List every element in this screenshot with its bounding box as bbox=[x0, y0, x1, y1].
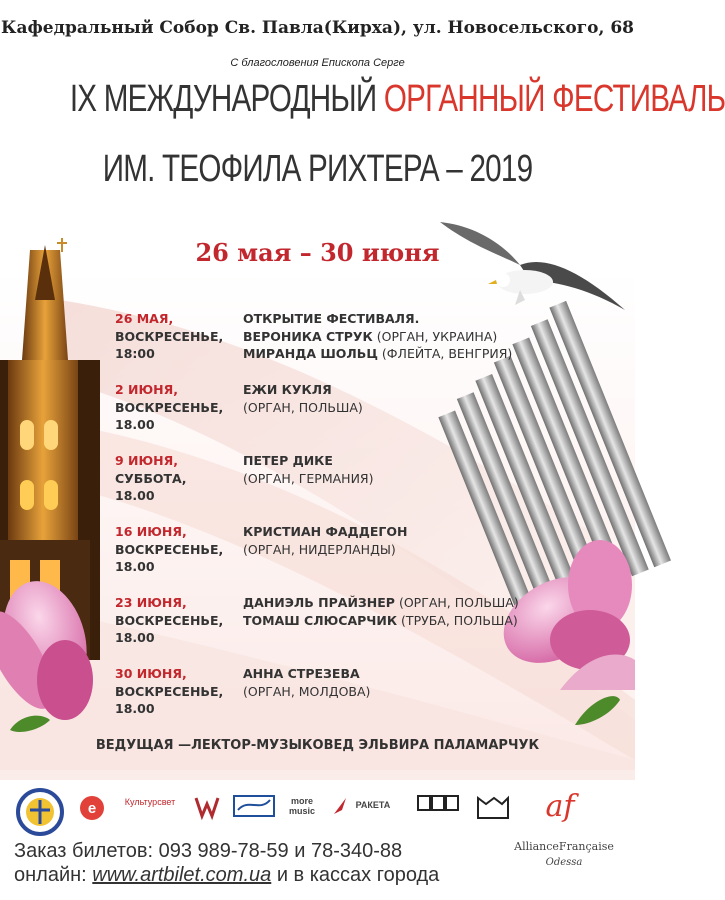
concert-weekday: ВОСКРЕСЕНЬЕ, bbox=[115, 541, 224, 557]
concert-date: 30 ИЮНЯ, bbox=[115, 666, 187, 681]
concert-time: 18.00 bbox=[115, 488, 155, 504]
host-line: ВЕДУЩАЯ —ЛЕКТОР-МУЗЫКОВЕД ЭЛЬВИРА ПАЛАМАРЧУК bbox=[95, 738, 540, 753]
performer-line bbox=[243, 665, 543, 683]
performer-line bbox=[243, 541, 543, 559]
performer-name: ВЕРОНИКА СТРУК bbox=[243, 328, 373, 344]
title-prefix: IX МЕЖДУНАРОДНЫЙ bbox=[69, 78, 384, 120]
artbilet-link[interactable]: www.artbilet.com.ua bbox=[92, 864, 272, 886]
performer-line bbox=[243, 594, 543, 612]
performer-detail: (ОРГАН, МОЛДОВА) bbox=[243, 683, 371, 699]
concert-weekday: ВОСКРЕСЕНЬЕ, bbox=[115, 612, 224, 628]
performer-name: ПЕТЕР ДИКЕ bbox=[243, 453, 333, 468]
concert-datetime bbox=[115, 381, 235, 434]
performer-line bbox=[243, 399, 543, 417]
concert-datetime bbox=[115, 523, 235, 576]
concert-datetime bbox=[115, 452, 235, 505]
concert-weekday: ВОСКРЕСЕНЬЕ, bbox=[115, 399, 224, 415]
concert-datetime bbox=[115, 310, 235, 363]
alliance-francaise-logo bbox=[546, 789, 580, 824]
alliance-label: AllianceFrançaise Odessa bbox=[514, 840, 614, 868]
classic-logo bbox=[234, 796, 274, 816]
svg-text:e: e bbox=[87, 800, 97, 817]
raketa-logo bbox=[334, 798, 346, 814]
performer-detail: (ФЛЕЙТА, ВЕНГРИЯ) bbox=[377, 346, 513, 362]
tickets-online-line bbox=[14, 864, 439, 887]
festival-title-line2: ИМ. ТЕОФИЛА РИХТЕРА – 2019 bbox=[102, 148, 533, 190]
venue-address: Кафедральный Собор Св. Павла(Кирха), ул. Новосельского, 68 bbox=[0, 18, 634, 38]
festival-title-line1 bbox=[69, 78, 725, 121]
online-suffix: и в кассах города bbox=[271, 864, 440, 886]
performer-line bbox=[243, 683, 543, 701]
concert-time: 18.00 bbox=[115, 701, 155, 717]
performer-detail: (ОРГАН, ГЕРМАНИЯ) bbox=[243, 470, 374, 486]
box-logo bbox=[418, 796, 458, 810]
concert-date: 23 ИЮНЯ, bbox=[115, 595, 187, 610]
performer-line bbox=[243, 452, 543, 470]
performer-line bbox=[243, 310, 543, 328]
performer-detail: (ОРГАН, ПОЛЬША) bbox=[243, 399, 363, 415]
raketa-label: РАКЕТА bbox=[355, 800, 391, 810]
blessing-line: С благословения Епископа Серге bbox=[230, 57, 405, 69]
concert-performers bbox=[243, 665, 543, 700]
performer-line bbox=[243, 470, 543, 488]
concert-performers bbox=[243, 452, 543, 487]
performer-detail: (ОРГАН, УКРАИНА) bbox=[372, 328, 498, 344]
kultura-logo-label: Культурсвет bbox=[124, 797, 176, 807]
festival-dates: 26 мая – 30 июня bbox=[195, 238, 440, 267]
concert-performers bbox=[243, 523, 543, 558]
performer-detail: (ТРУБА, ПОЛЬША) bbox=[397, 612, 518, 628]
performer-line bbox=[243, 345, 543, 363]
concert-date: 2 ИЮНЯ, bbox=[115, 382, 179, 397]
svg-text:af: af bbox=[545, 789, 575, 824]
performer-line bbox=[243, 328, 543, 346]
performer-detail: (ОРГАН, ПОЛЬША) bbox=[394, 595, 519, 610]
w-logo bbox=[196, 798, 218, 816]
performer-name: ОТКРЫТИЕ ФЕСТИВАЛЯ. bbox=[243, 311, 420, 326]
concert-time: 18:00 bbox=[115, 346, 155, 362]
performer-name: КРИСТИАН ФАДДЕГОН bbox=[243, 524, 408, 539]
concert-datetime bbox=[115, 594, 235, 647]
performer-line bbox=[243, 523, 543, 541]
performer-name: МИРАНДА ШОЛЬЦ bbox=[243, 346, 378, 362]
performer-detail: (ОРГАН, НИДЕРЛАНДЫ) bbox=[243, 541, 396, 557]
performer-line bbox=[243, 612, 543, 630]
cat-logo bbox=[478, 798, 508, 818]
concert-performers bbox=[243, 594, 543, 629]
e-logo bbox=[80, 796, 104, 820]
tickets-phone-line: Заказ билетов: 093 989-78-59 и 78-340-88 bbox=[14, 840, 403, 862]
concert-time: 18.00 bbox=[115, 417, 155, 433]
performer-name: ДАНИЭЛЬ ПРАЙЗНЕР bbox=[243, 595, 395, 610]
lutheran-church-logo bbox=[18, 790, 62, 834]
concert-date: 16 ИЮНЯ, bbox=[115, 524, 187, 539]
concert-weekday: СУББОТА, bbox=[115, 470, 187, 486]
concert-weekday: ВОСКРЕСЕНЬЕ, bbox=[115, 683, 224, 699]
online-prefix: онлайн: bbox=[14, 864, 93, 886]
concert-performers bbox=[243, 310, 543, 363]
concert-weekday: ВОСКРЕСЕНЬЕ, bbox=[115, 328, 224, 344]
concert-date: 26 МАЯ, bbox=[115, 311, 174, 326]
concert-performers bbox=[243, 381, 543, 416]
title-highlight: ОРГАННЫЙ ФЕСТИВАЛЬ bbox=[383, 78, 725, 120]
performer-name: АННА СТРЕЗЕВА bbox=[243, 666, 360, 681]
concert-date: 9 ИЮНЯ, bbox=[115, 453, 179, 468]
performer-name: ТОМАШ СЛЮСАРЧИК bbox=[243, 612, 398, 628]
more-music-label: more music bbox=[288, 796, 315, 816]
performer-line bbox=[243, 381, 543, 399]
concert-time: 18.00 bbox=[115, 559, 155, 575]
concert-datetime bbox=[115, 665, 235, 718]
concert-time: 18.00 bbox=[115, 630, 155, 646]
performer-name: ЕЖИ КУКЛЯ bbox=[243, 382, 332, 397]
